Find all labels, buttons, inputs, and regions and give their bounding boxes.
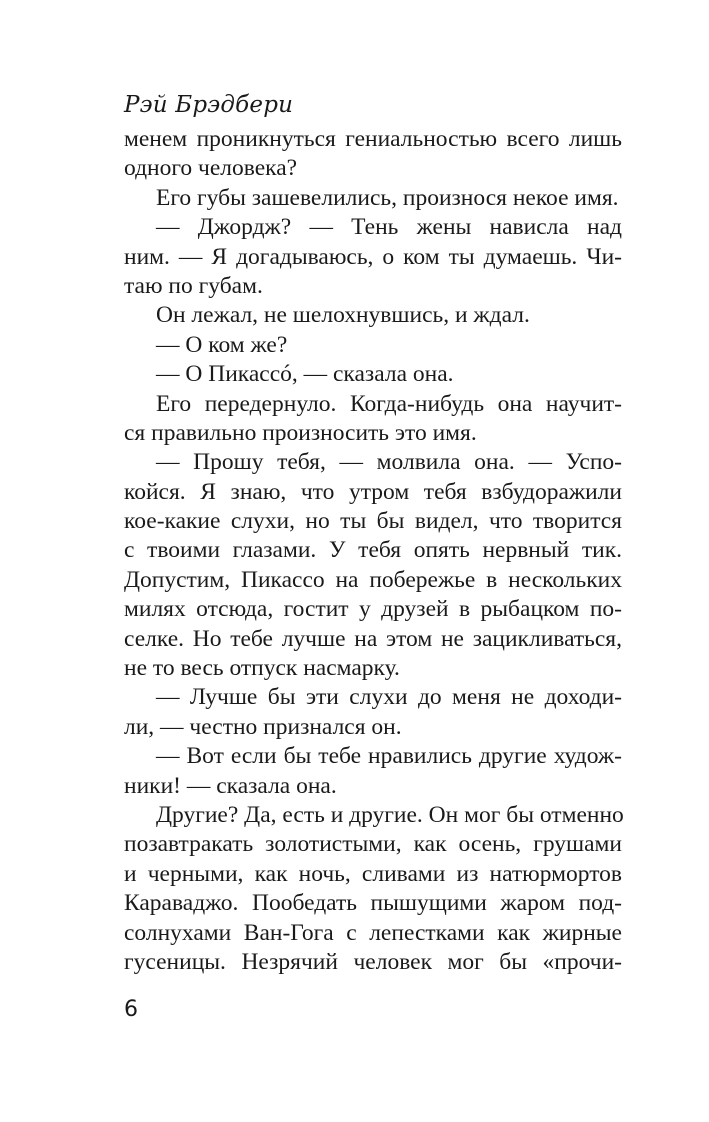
text-line: не то весь отпуск насмарку. (124, 655, 400, 682)
body-text (124, 125, 622, 977)
page-number: 6 (124, 997, 138, 1022)
text-line: — Джордж? — Тень жены нависла над (156, 214, 622, 241)
text-line: — Вот если бы тебе нравились другие худож- (156, 743, 622, 770)
text-line: Он лежал, не шелохнувшись, и ждал. (156, 302, 530, 329)
text-line: — О Пикассó, — сказала она. (156, 361, 454, 388)
text-line: Его передернуло. Когда-нибудь она научит- (156, 390, 622, 417)
text-line: Караваджо. Пообедать пышущими жаром под- (124, 890, 622, 917)
text-line: кое-какие слухи, но ты бы видел, что творится (124, 508, 622, 535)
text-line: ники! — сказала она. (124, 772, 337, 799)
text-line: Его губы зашевелились, произнося некое имя. (156, 184, 619, 211)
text-line: таю по губам. (124, 272, 263, 299)
text-line: Допустим, Пикассо на побережье в нескольких (124, 566, 622, 593)
text-line: — Прошу тебя, — молвила она. — Успо- (156, 449, 622, 476)
text-line: гусеницы. Незрячий человек мог бы «прочи- (124, 948, 622, 975)
text-line: с твоими глазами. У тебя опять нервный тик. (124, 537, 622, 564)
text-line: одного человека? (124, 155, 298, 182)
text-line: ся правильно произносить это имя. (124, 419, 477, 446)
text-line: ним. — Я догадываюсь, о ком ты думаешь. Чи- (124, 243, 622, 270)
text-line: Другие? Да, есть и другие. Он мог бы отменно (156, 801, 624, 828)
text-line: — О ком же? (156, 331, 288, 358)
text-line: позавтракать золотистыми, как осень, грушами (124, 831, 622, 858)
text-line: ли, — честно признался он. (124, 713, 402, 740)
text-line: — Лучше бы эти слухи до меня не доходи- (156, 684, 622, 711)
text-line: менем проникнуться гениальностью всего лишь (124, 126, 622, 152)
text-line: милях отсюда, гостит у друзей в рыбацком по- (124, 596, 622, 623)
text-line: селке. Но тебе лучше на этом не зацикливаться, (124, 625, 622, 652)
text-line: и черными, как ночь, сливами из натюрмортов (124, 860, 622, 887)
text-line: солнухами Ван-Гога с лепестками как жирные (124, 919, 622, 946)
text-line: койся. Я знаю, что утром тебя взбудоражили (124, 478, 622, 505)
running-head-author: Рэй Брэдбери (124, 92, 294, 118)
